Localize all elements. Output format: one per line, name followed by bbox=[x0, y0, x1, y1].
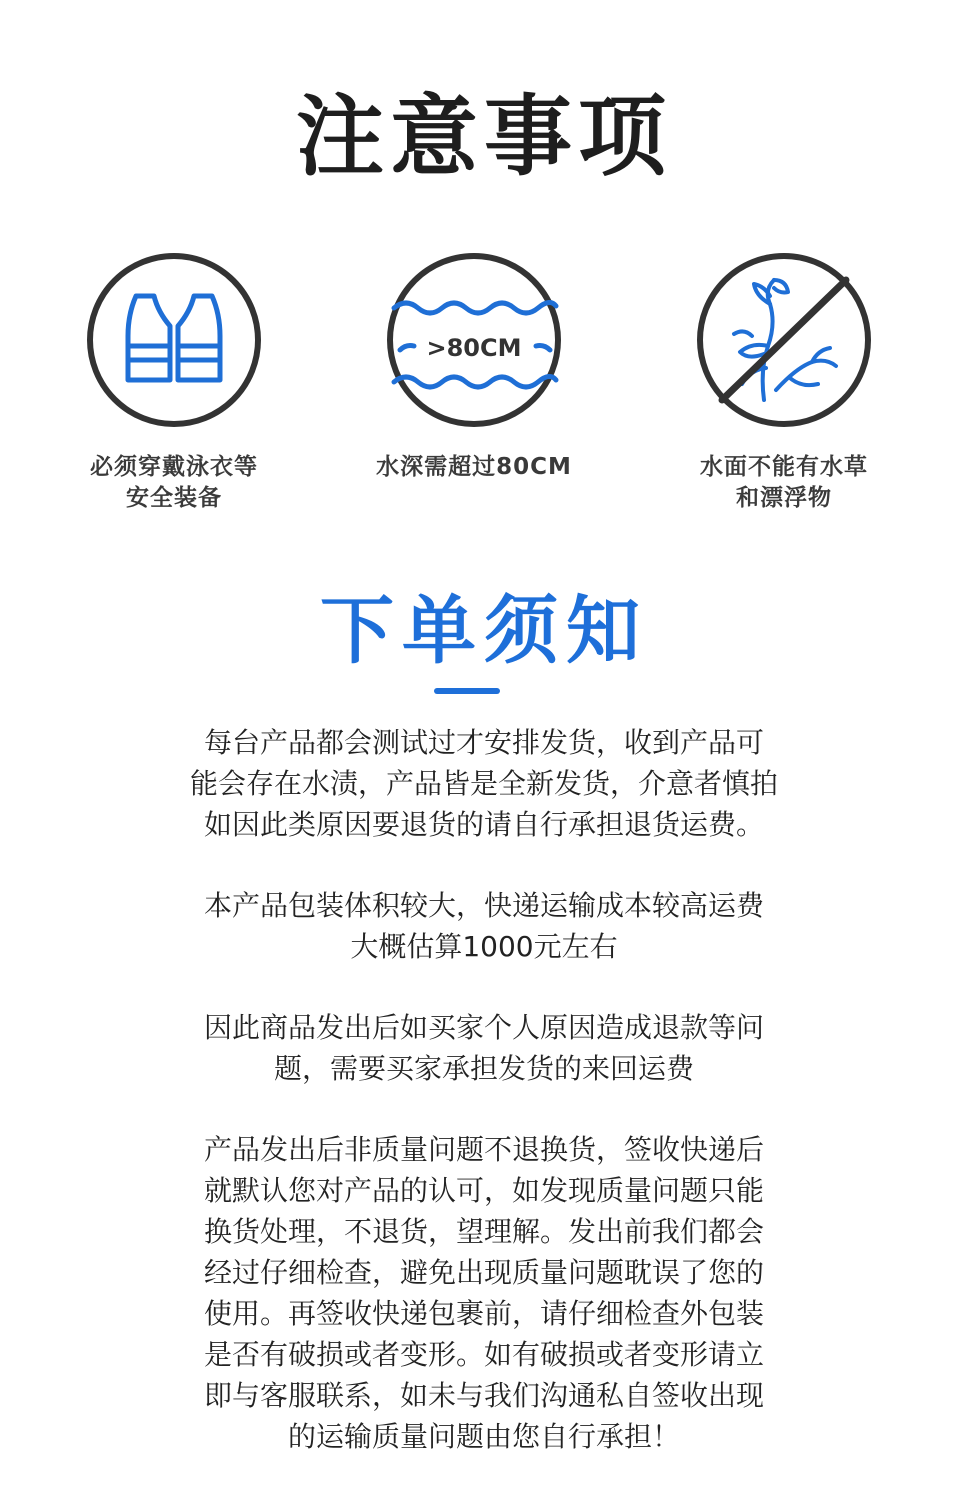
notice-paragraph-4: 产品发出后非质量问题不退换货，签收快递后 就默认您对产品的认可，如发现质量问题只能 换货处理，不退货，望理解。发出前我们都会 经过仔细检查，避免出现质量问题耽误了您的 使用。再签收快递包裹前，请仔细检查外包装 是否有破损或者变形。如有破损或者变形请立 即与客服联系，如未与我们沟通私自签收出现 的运输质量问题由您自行承担！ bbox=[203, 1133, 764, 1453]
tip-no-weeds bbox=[654, 250, 914, 514]
notice-paragraph-2: 本产品包装体积较大，快递运输成本较高运费 大概估算1000元左右 bbox=[203, 889, 764, 963]
tip-life-vest bbox=[44, 250, 304, 514]
tips-row bbox=[0, 250, 968, 530]
water-depth-icon bbox=[384, 250, 564, 430]
no-weeds-icon bbox=[694, 250, 874, 430]
page-title: 注意事项 bbox=[295, 85, 672, 188]
tip-life-vest-caption: 必须穿戴泳衣等 安全装备 bbox=[90, 454, 258, 511]
life-vest-icon bbox=[84, 250, 264, 430]
tip-no-weeds-caption: 水面不能有水草 和漂浮物 bbox=[700, 454, 868, 511]
tip-water-depth-caption: 水深需超过80CM bbox=[376, 454, 572, 480]
depth-badge: >80CM bbox=[426, 334, 522, 362]
order-notice-title: 下单须知 bbox=[320, 588, 648, 674]
tip-water-depth bbox=[344, 250, 604, 483]
title-underline bbox=[434, 688, 500, 694]
notice-paragraph-3: 因此商品发出后如买家个人原因造成退款等问 题，需要买家承担发货的来回运费 bbox=[203, 1011, 764, 1085]
notice-paragraph-1: 每台产品都会测试过才安排发货，收到产品可 能会存在水渍，产品皆是全新发货，介意者慎拍 如因此类原因要退货的请自行承担退货运费。 bbox=[189, 726, 778, 841]
